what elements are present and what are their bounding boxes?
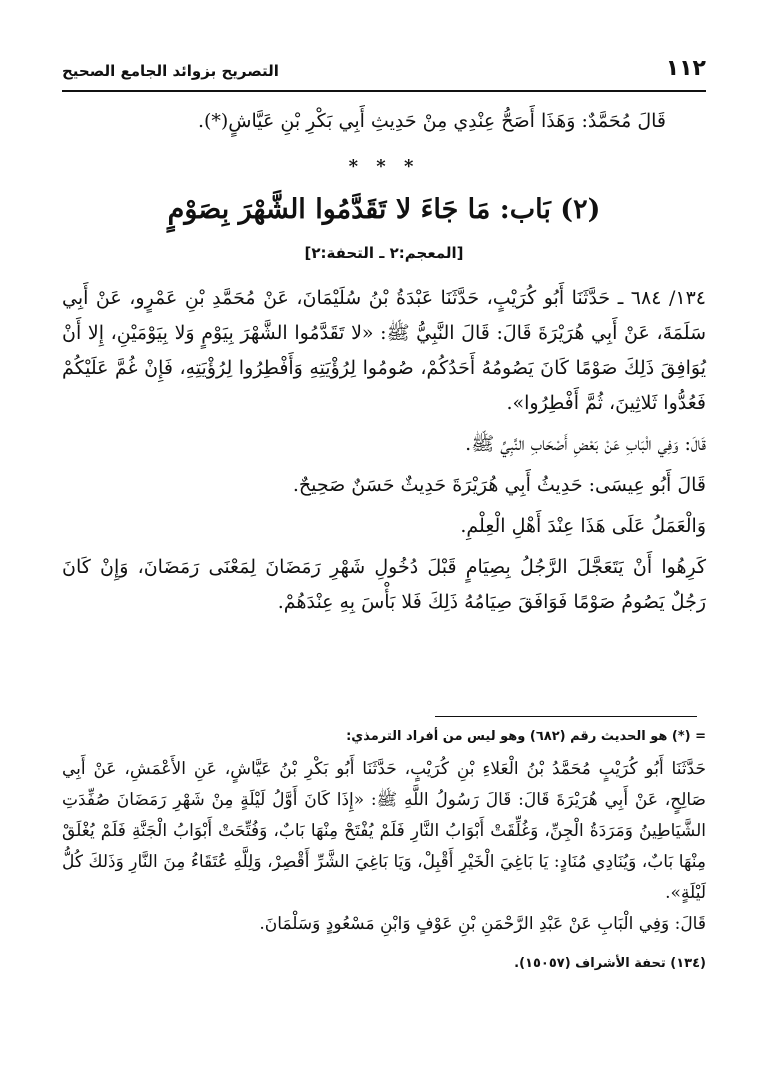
chapter-references: [المعجم:٢ ـ التحفة:٢]	[304, 244, 464, 262]
section-separator: * * *	[348, 156, 420, 177]
running-title: التصريح بزوائد الجامع الصحيح	[62, 62, 279, 80]
hadith-text: ١٣٤/ ٦٨٤ ـ حَدَّثَنَا أَبُو كُرَيْبٍ، حَدَّثَنَا عَبْدَةُ بْنُ سُلَيْمَانَ، عَنْ مُحَمَّدِ بْنِ عَمْرٍو، عَنْ أَبِي سَلَمَةَ، عَنْ أَبِي هُرَيْرَةَ قَالَ: قَالَ النَّبِيُّ ﷺ: «لا تَقَدَّمُوا الشَّهْرَ بِيَوْمٍ وَلا بِيَوْمَيْنِ، إِلا أَنْ يُوَافِقَ ذَلِكَ صَوْمًا كَانَ يَصُومُهُ أَحَدُكُمْ، صُومُوا لِرُؤْيَتِهِ وَأَفْطِرُوا لِرُؤْيَتِهِ، فَإِنْ غُمَّ عَلَيْكُمْ فَعُدُّوا ثَلاثِينَ، ثُمَّ أَفْطِرُوا».	[62, 287, 706, 414]
practice-note: وَالْعَمَلُ عَلَى هَذَا عِنْدَ أَهْلِ الْعِلْمِ.	[460, 515, 706, 537]
footnotes	[62, 724, 706, 979]
ruling-paragraph: كَرِهُوا أَنْ يَتَعَجَّلَ الرَّجُلُ بِصِيَامٍ قَبْلَ دُخُولِ شَهْرِ رَمَضَانَ لِمَعْنَى رَمَضَانَ، وَإِنْ كَانَ رَجُلٌ يَصُومُ صَوْمًا فَوَافَقَ صِيَامُهُ ذَلِكَ فَلا بَأْسَ بِهِ عِنْدَهُمْ.	[62, 556, 706, 613]
footnote-heading: = (*) هو الحديث رقم (٦٨٢) وهو ليس من أفراد الترمذي:	[346, 729, 706, 744]
main-text	[62, 104, 706, 620]
opening-statement: قَالَ مُحَمَّدٌ: وَهَذَا أَصَحُّ عِنْدِي مِنْ حَدِيثِ أَبِي بَكْرِ بْنِ عَيَّاشٍ(*).	[197, 110, 666, 132]
page-number: ١١٢	[665, 56, 706, 81]
footnote-divider	[435, 716, 697, 717]
header-divider	[62, 90, 706, 92]
footnote-hadith: حَدَّثَنَا أَبُو كُرَيْبٍ مُحَمَّدُ بْنُ الْعَلاءِ بْنِ كُرَيْبٍ، حَدَّثَنَا أَبُو بَكْرِ بْنُ عَيَّاشٍ، عَنِ الأَعْمَشِ، عَنْ أَبِي صَالِحٍ، عَنْ أَبِي هُرَيْرَةَ قَالَ: قَالَ رَسُولُ اللَّهِ ﷺ: «إِذَا كَانَ أَوَّلُ لَيْلَةٍ مِنْ شَهْرِ رَمَضَانَ صُفِّدَتِ الشَّيَاطِينُ وَمَرَدَةُ الْجِنِّ، وَغُلِّقَتْ أَبْوَابُ النَّارِ فَلَمْ يُفْتَحْ مِنْهَا بَابٌ، وَفُتِّحَتْ أَبْوَابُ الْجَنَّةِ فَلَمْ يُغْلَقْ مِنْهَا بَابٌ، وَيُنَادِي مُنَادٍ: يَا بَاغِيَ الْخَيْرِ أَقْبِلْ، وَيَا بَاغِيَ الشَّرِّ أَقْصِرْ، وَلِلَّهِ عُتَقَاءُ مِنَ النَّارِ وَذَلكَ كُلُّ لَيْلَةٍ».	[62, 759, 706, 903]
footnote-companions: قَالَ: وَفِي الْبَابِ عَنْ عَبْدِ الرَّحْمَنِ بْنِ عَوْفٍ وَابْنِ مَسْعُودٍ وَسَلْمَانَ.	[259, 914, 706, 934]
grading-note: قَالَ أَبُو عِيسَى: حَدِيثُ أَبِي هُرَيْرَةَ حَدِيثٌ حَسَنٌ صَحِيحٌ.	[292, 474, 706, 496]
companions-note: قَالَ: وَفِي الْبَابِ عَنْ بَعْضِ أَصْحَابِ النَّبِيِّ ﷺ.	[465, 433, 706, 455]
page-header	[62, 56, 706, 90]
chapter-title: (٢) بَاب: مَا جَاءَ لا تَقَدَّمُوا الشَّهْرَ بِصَوْمٍ	[167, 194, 601, 225]
tuhfa-reference: (١٣٤) تحفة الأشراف (١٥٠٥٧).	[514, 956, 706, 971]
